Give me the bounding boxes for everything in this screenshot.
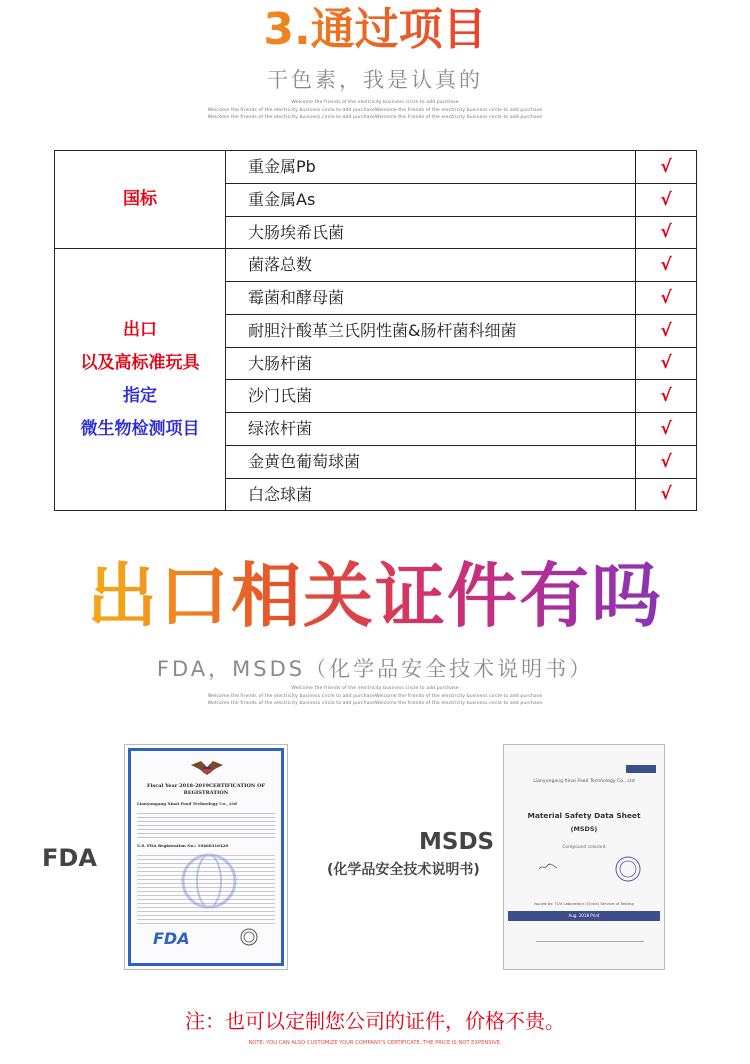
test-item-name: 耐胆汁酸革兰氏阴性菌&肠杆菌科细菌 xyxy=(226,314,636,347)
category-cell xyxy=(55,249,226,511)
fda-doc-reg-no: U.S. FDA Registration No.: 10468316420 xyxy=(137,843,229,848)
fda-logo: FDA xyxy=(153,929,190,948)
category-line: 国标 xyxy=(123,189,157,210)
test-item-name: 大肠杆菌 xyxy=(226,347,636,380)
pass-check-mark: √ xyxy=(636,413,697,446)
footer-note: 注：也可以定制您公司的证件，价格不贵。 xyxy=(185,1009,565,1033)
test-item-name: 绿浓杆菌 xyxy=(226,413,636,446)
msds-document-image xyxy=(503,744,665,970)
tiny-caption-line: Welcome the friends of the electricity business circle to add purchase xyxy=(291,100,459,105)
tiny-caption-line: Welcome the friends of the electricity business circle to add purchaseWelcome the friends of the electricity business circle to add purchase xyxy=(207,107,543,113)
category-line: 以及高标准玩具 xyxy=(80,352,200,373)
eagle-seal-icon xyxy=(189,757,225,779)
msds-label: MSDS xyxy=(419,829,495,855)
test-item-name: 菌落总数 xyxy=(226,249,636,282)
tiny-caption-line: Welcome the friends of the electricity business circle to add purchase xyxy=(291,686,459,691)
test-item-name: 重金属Pb xyxy=(226,151,636,184)
table-row xyxy=(55,151,697,184)
seal-stamp-icon xyxy=(239,927,259,947)
signature-mark xyxy=(538,863,558,871)
pass-check-mark: √ xyxy=(636,282,697,315)
msds-doc-band: Aug. 2018 Print xyxy=(508,911,660,921)
fda-label: FDA xyxy=(42,844,97,872)
tiny-caption-line: Welcome the friends of the electricity business circle to add purchaseWelcome the friends of the electricity business circle to add purchase xyxy=(207,701,543,707)
category-line: 微生物检测项目 xyxy=(80,418,200,439)
certs-subtitle: FDA，MSDS（化学品安全技术说明书） xyxy=(156,657,594,681)
msds-sublabel: (化学品安全技术说明书) xyxy=(327,862,480,878)
tiny-caption-line: Welcome the friends of the electricity business circle to add purchaseWelcome the friends of the electricity business circle to add purchase xyxy=(207,693,543,699)
test-item-name: 重金属As xyxy=(226,183,636,216)
msds-doc-title: Material Safety Data Sheet xyxy=(527,811,641,820)
section-subtitle: 干色素，我是认真的 xyxy=(267,68,483,92)
pass-check-mark: √ xyxy=(636,314,697,347)
certification-stamp-icon xyxy=(614,855,642,883)
test-item-name: 霉菌和酵母菌 xyxy=(226,282,636,315)
footer-note-en: NOTE: YOU CAN ALSO CUSTOMIZE YOUR COMPANY'S CERTIFICATE, THE PRICE IS NOT EXPENSIVE. xyxy=(248,1040,502,1046)
pass-check-mark: √ xyxy=(636,445,697,478)
category-line: 指定 xyxy=(123,385,157,406)
watermark-globe-icon xyxy=(179,851,239,911)
pass-check-mark: √ xyxy=(636,216,697,249)
category-cell xyxy=(55,151,226,249)
certs-title: 出口相关证件有吗 xyxy=(0,553,750,639)
category-line: 出口 xyxy=(123,319,157,340)
pass-check-mark: √ xyxy=(636,249,697,282)
pass-check-mark: √ xyxy=(636,151,697,184)
pass-check-mark: √ xyxy=(636,380,697,413)
table-row xyxy=(55,249,697,282)
msds-doc-issued: Issued by: TUV Laboratory (China) Service of Testing xyxy=(534,901,634,906)
fda-certificate-image xyxy=(124,744,288,970)
pass-check-mark: √ xyxy=(636,478,697,511)
test-item-name: 沙门氏菌 xyxy=(226,380,636,413)
msds-doc-sub: Compound colorant xyxy=(562,845,606,850)
test-item-name: 大肠埃希氏菌 xyxy=(226,216,636,249)
tiny-caption-line: Welcome the friends of the electricity business circle to add purchaseWelcome the friends of the electricity business circle to add purchase xyxy=(207,115,543,121)
pass-check-mark: √ xyxy=(636,183,697,216)
tiny-caption-block xyxy=(0,685,750,708)
pass-check-mark: √ xyxy=(636,347,697,380)
fda-doc-company: Lianyungang Xinai Food Technology Co., Ltd xyxy=(137,801,237,806)
msds-doc-company: Lianyungang Xinai Food Technology Co., Ltd xyxy=(533,779,635,784)
tiny-caption-block xyxy=(0,99,750,122)
test-item-name: 金黄色葡萄球菌 xyxy=(226,445,636,478)
test-items-table xyxy=(54,150,697,511)
test-item-name: 白念球菌 xyxy=(226,478,636,511)
section-title: 3.通过项目 xyxy=(0,4,750,56)
msds-doc-paren: (MSDS) xyxy=(570,825,598,833)
fda-doc-heading: Fiscal Year 2018-2019CERTIFICATION OF REGISTRATION xyxy=(146,783,266,796)
